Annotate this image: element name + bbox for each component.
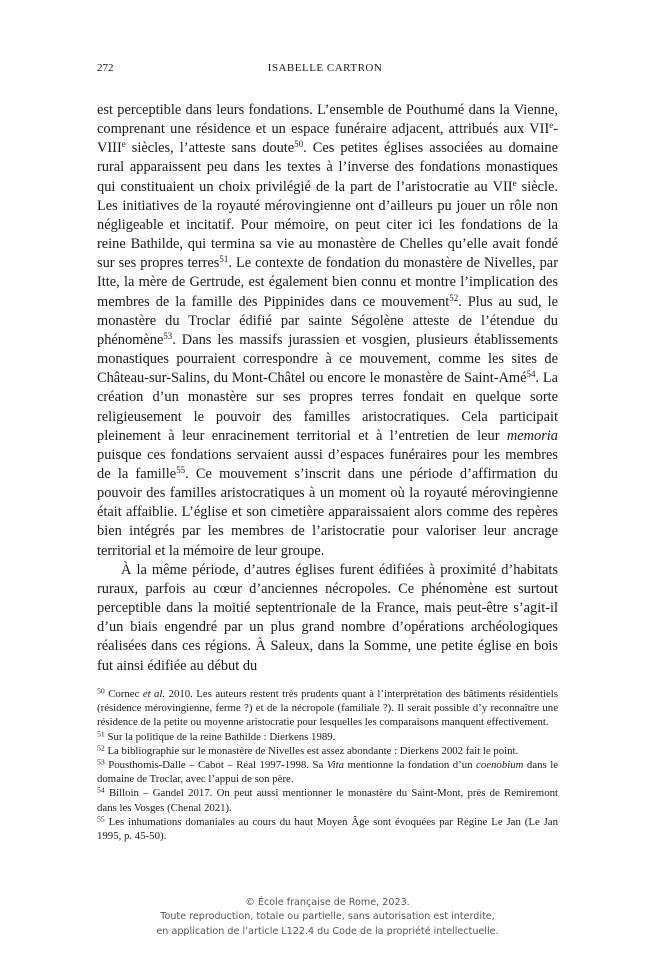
footnote: $^{53}$ Pousthomis-Dalle – Cabot – Réal 1997-1998. Sa Vita mentionne la fondation d’un coenobium dans le domaine de Troclar, avec l’appui de son père. — [97, 757, 559, 786]
note-reference: 55 — [176, 465, 186, 476]
footnote: $^{55}$ Les inhumations domaniales au cours du haut Moyen Âge sont évoquées par Régine Le Jan (Le Jan 1995, p. 45-50). — [97, 814, 558, 843]
running-head: ISABELLE CARTRON — [267, 62, 383, 74]
note-reference: 50 — [294, 139, 304, 150]
page-header — [97, 62, 553, 76]
note-reference: e — [121, 139, 126, 150]
note-reference: 54 — [97, 785, 105, 795]
note-reference: 53 — [163, 330, 173, 341]
paragraph: À la même période, d’autres églises furent édifiées à proximité d’habitats ruraux, parfois au cœur d’anciennes nécropoles. Ce phénomène est surtout perceptible dans la moitié septentrionale de la France, mais peut-être s’agit-il d’un biais engendré par un plus grand nombre d’opérations archéologiques réalisées dans ces régions. À Saleux, dans la Somme, une petite église en bois fut ainsi édifiée au début du — [97, 561, 558, 674]
note-reference: 55 — [97, 814, 105, 824]
note-reference: 51 — [97, 729, 105, 739]
note-reference: e — [549, 120, 554, 131]
italic-term: coenobium — [476, 759, 524, 772]
italic-term: memoria — [506, 427, 558, 444]
rights-line: Toute reproduction, totale ou partielle, sans autorisation est interdite, — [160, 911, 495, 923]
footnotes — [97, 687, 558, 843]
copyright-footer — [97, 896, 558, 939]
note-reference: 54 — [526, 369, 536, 380]
rights-line: en application de l’article L122.4 du Code de la propriété intellectuelle. — [156, 925, 499, 937]
note-reference: 51 — [219, 254, 229, 265]
footnote: $^{52}$ La bibliographie sur le monastère de Nivelles est assez abondante : Dierkens 2002 fait le point. — [97, 743, 519, 757]
copyright-line: © École française de Rome, 2023. — [245, 897, 410, 908]
italic-term: et al. — [142, 688, 166, 700]
note-reference: e — [512, 177, 517, 188]
note-reference: 50 — [97, 686, 105, 696]
italic-term: Vita — [326, 759, 344, 772]
main-text — [97, 101, 558, 676]
footnote: $^{54}$ Billoin – Gandel 2017. On peut aussi mentionner le monastère du Saint-Mont, près de Remiremont dans les Vosges (Chenal 2021). — [97, 785, 558, 814]
footnote: $^{51}$ Sur la politique de la reine Bathilde : Dierkens 1989. — [97, 729, 336, 743]
note-reference: 52 — [449, 292, 459, 303]
note-reference: 52 — [97, 743, 105, 753]
page-number: 272 — [97, 62, 114, 74]
paragraph: est perceptible dans leurs fondations. L’ensemble de Pouthumé dans la Vienne, comprenant une résidence et un espace funéraire adjacent, attribués aux VIIe-VIIIe siècles, l’atteste sans doute$^{50}$. Ces petites églises associées au domaine rural apparaissent peu dans les textes à l’inverse des fondations monastiques qui constituaient un choix privilégié de la part de l’aristocratie au VIIe siècle. Les initiatives de la royauté mérovingienne ont d’ailleurs pu jouer un rôle non négligeable et incitatif. Pour mémoire, on peut citer ici les fondations de la reine Bathilde, qui termina sa vie au monastère de Chelles qu’elle avait fondé sur ses propres terres$^{51}$. Le contexte de fondation du monastère de Nivelles, par Itte, la mère de Gertrude, est également bien connu et montre l’implication des membres de la famille des Pippinides dans ce mouvement$^{52}$. Plus au sud, le monastère du Troclar édifié par sainte Ségolène atteste de l’étendue du phénomène$^{53}$. Dans les massifs jurassien et vosgien, plusieurs établissements monastiques pourraient correspondre à ce mouvement, comme les sites de Château-sur-Salins, du Mont-Châtel ou encore le monastère de Saint-Amé$^{54}$. La création d’un monastère sur ses propres terres fondait en quelque sorte religieusement le pouvoir des familles aristocratiques. Cela participait pleinement à leur enracinement territorial et à l’entretien de leur memoria puisque ces fondations servaient aussi d’espaces funéraires pour les membres de la famille$^{55}$. Ce mouvement s’inscrit dans une période d’affirmation du pouvoir des familles aristocratiques à un moment où la royauté mérovingienne était affaiblie. L’église et son cimetière apparaissaient alors comme des repères bien intégrés par les membres de l’aristocratie pour valoriser leur ancrage territorial et la mémoire de leur groupe. — [97, 102, 559, 559]
note-reference: 53 — [97, 757, 105, 767]
footnote: $^{50}$ Cornec et al. 2010. Les auteurs restent très prudents quant à l’interprétation des bâtiments résidentiels (résidence mérovingienne, ferme ?) et de la nécropole (familiale ?). Il serait possible d’y reconnaître une résidence de la petite ou moyenne aristocratie pour lesquelles les comparaisons manquent effectivement. — [97, 686, 558, 729]
